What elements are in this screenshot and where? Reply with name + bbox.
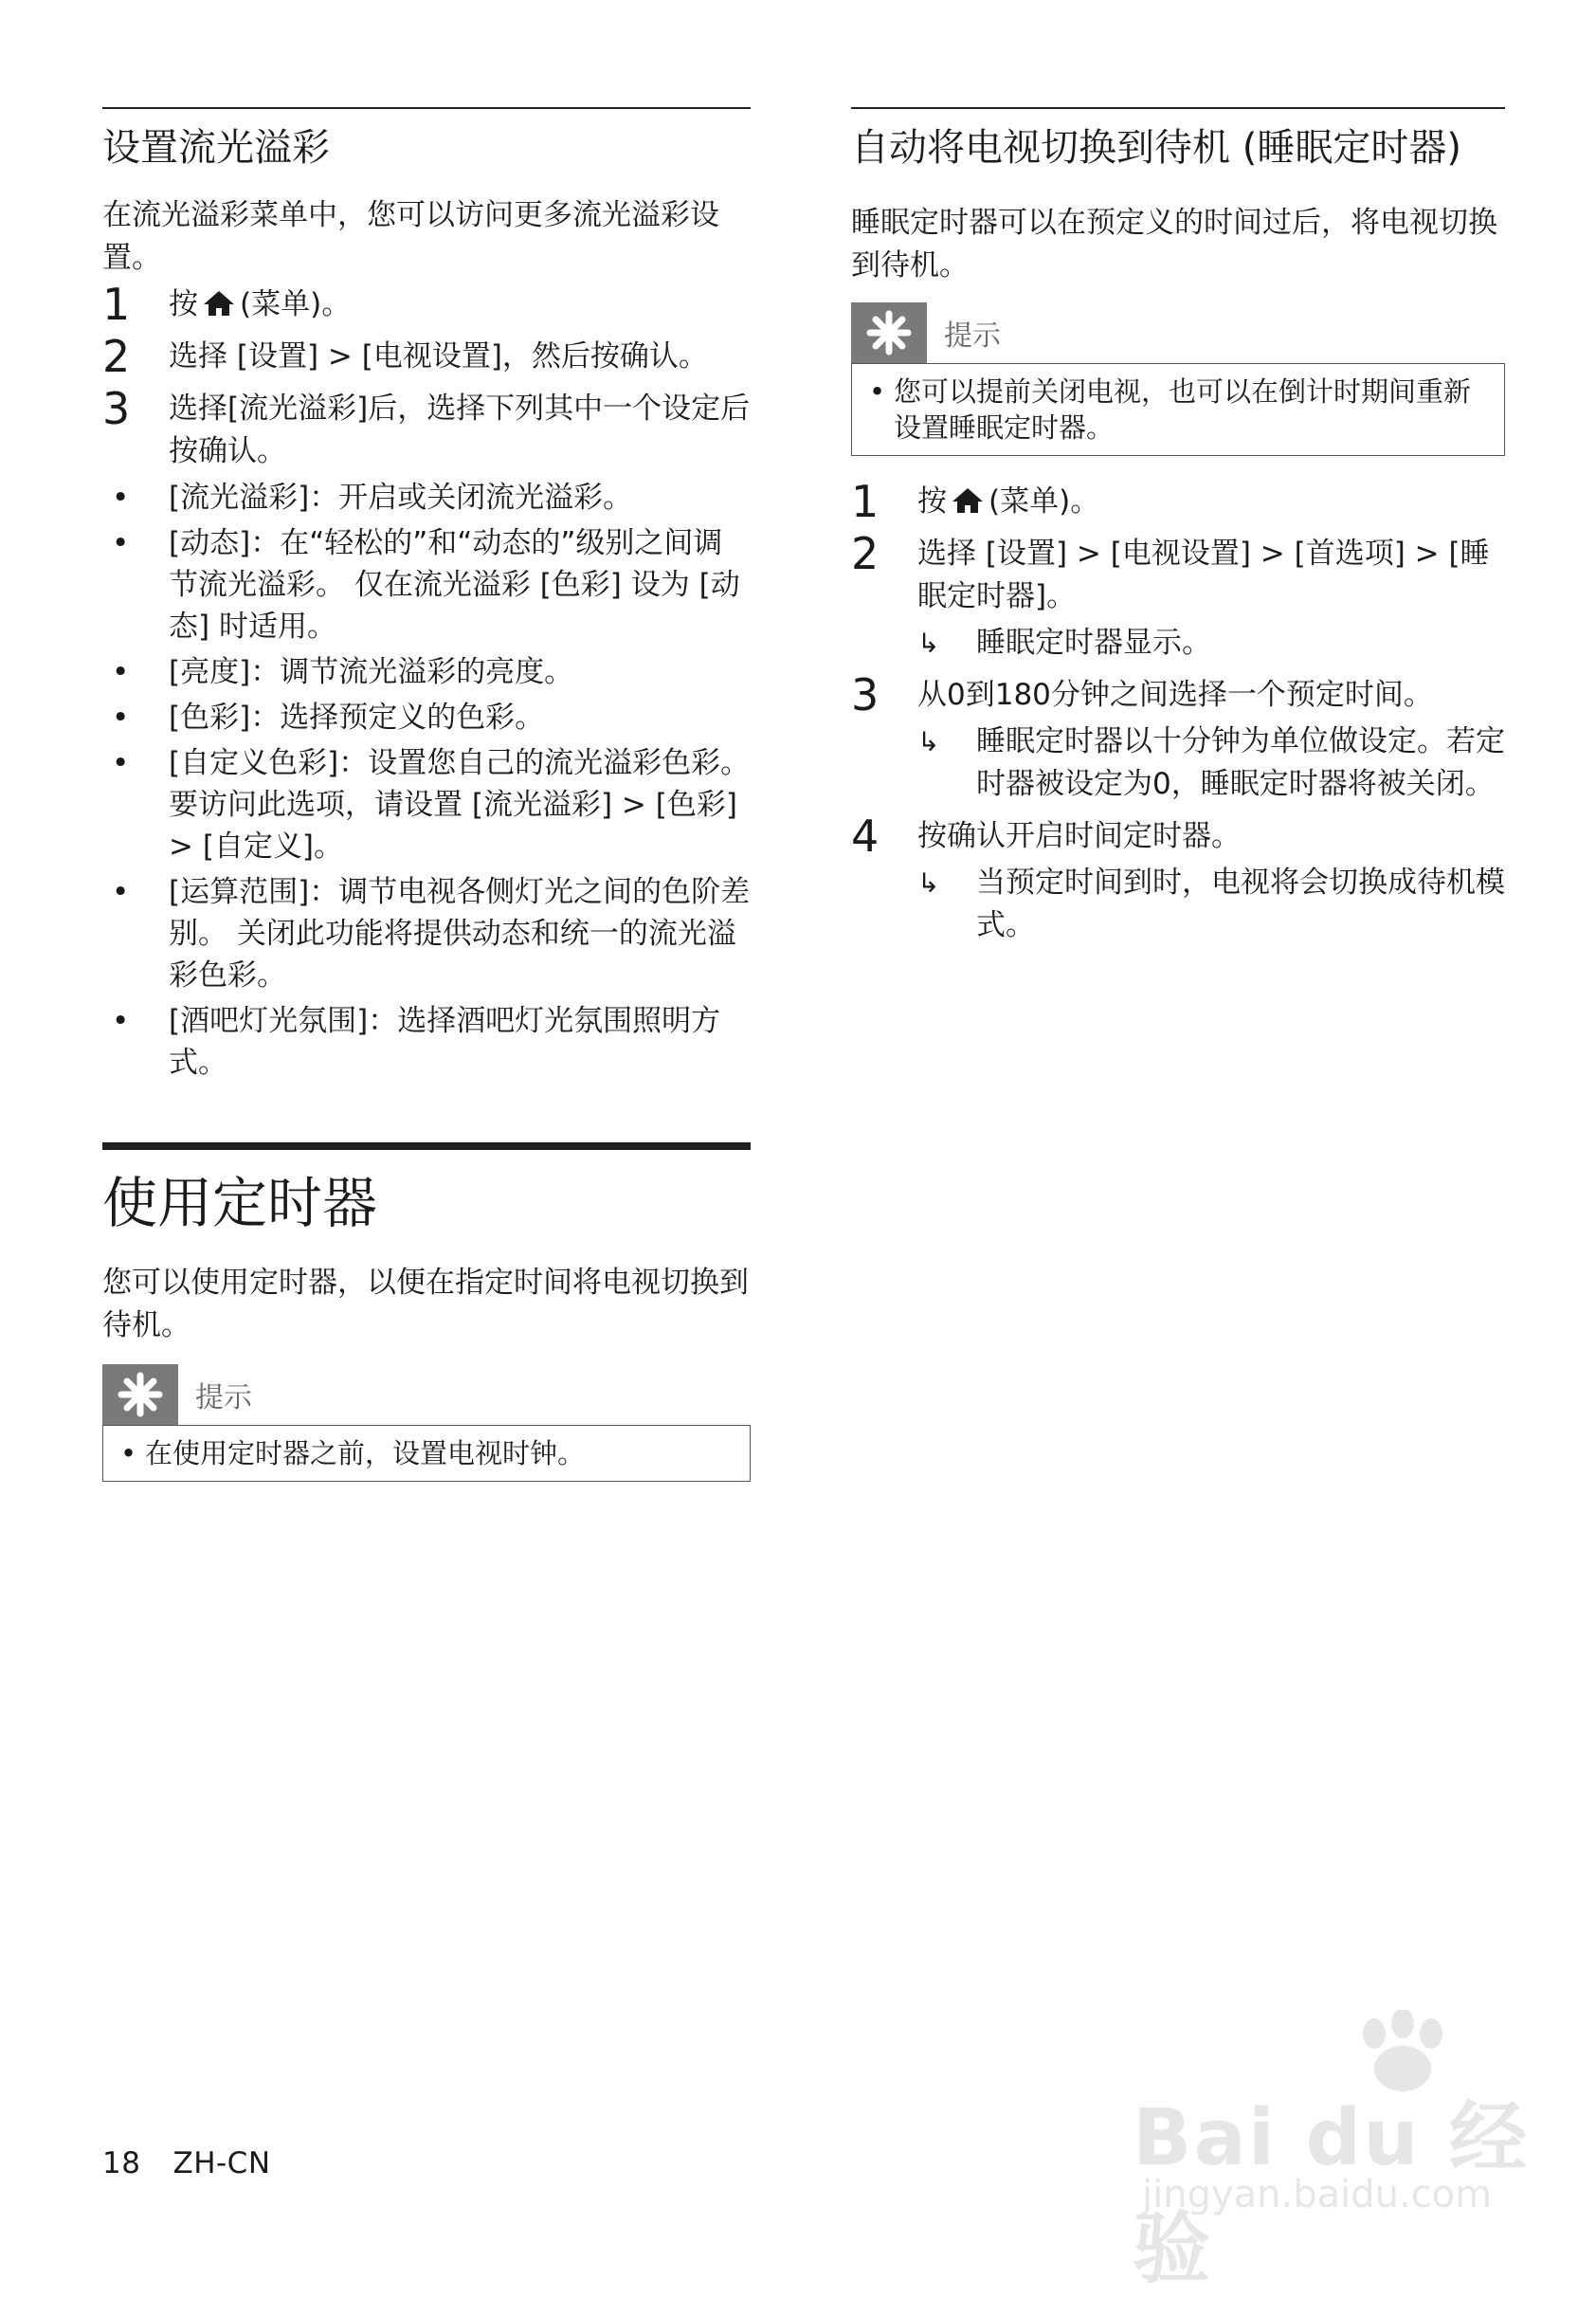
- ambilight-steps: [102, 279, 751, 1084]
- home-icon: [951, 486, 985, 515]
- step-1: [102, 279, 751, 330]
- step-4: [851, 811, 1505, 947]
- step-result: ↳ 当预定时间到时，电视将会切换成待机模式。: [917, 862, 1505, 947]
- page-number: 18: [102, 2146, 141, 2180]
- ambilight-heading: 设置流光溢彩: [102, 126, 330, 170]
- step-number: 4: [851, 811, 880, 862]
- step-text: 按确认开启时间定时器。: [917, 819, 1241, 853]
- step-text-before: 按: [169, 287, 198, 321]
- watermark-main: Bai du 经验: [1133, 2093, 1530, 2294]
- result-arrow-icon: ↳: [917, 867, 940, 899]
- step-3: [102, 383, 751, 1084]
- section-rule: [102, 107, 751, 109]
- step-result: ↳ 睡眠定时器以十分钟为单位做设定。若定时器被设定为0，睡眠定时器将被关闭。: [917, 720, 1505, 806]
- section-rule: [851, 107, 1505, 109]
- list-item: • [自定义色彩]：设置您自己的流光溢彩色彩。 要访问此选项，请设置 [流光溢彩] > [色彩] > [自定义]。: [112, 746, 751, 864]
- step-1: [851, 476, 1505, 527]
- step-text: 选择 [设置] > [电视设置] > [首选项] > [睡眠定时器]。: [917, 537, 1490, 613]
- home-icon: [202, 289, 236, 318]
- list-item: • [色彩]：选择预定义的色彩。: [112, 701, 545, 735]
- language-code: ZH-CN: [172, 2146, 271, 2180]
- left-column: [102, 107, 751, 1506]
- step-number: 1: [102, 279, 131, 330]
- tip-box: • 在使用定时器之前，设置电视时钟。: [102, 1425, 751, 1482]
- chapter-rule: [102, 1142, 751, 1150]
- list-item: • [亮度]：调节流光溢彩的亮度。: [112, 655, 574, 689]
- list-item: • [流光溢彩]：开启或关闭流光溢彩。: [112, 481, 633, 515]
- list-item: • [运算范围]：调节电视各侧灯光之间的色阶差别。 关闭此功能将提供动态和统一的流光溢彩色彩。: [112, 875, 751, 993]
- tip-box: • 您可以提前关闭电视，也可以在倒计时期间重新设置睡眠定时器。: [851, 363, 1505, 456]
- step-text: 选择 [设置] > [电视设置]，然后按确认。: [169, 339, 708, 374]
- watermark-sub: jingyan.baidu.com: [1142, 2173, 1493, 2216]
- ambilight-options: [102, 477, 751, 1084]
- timers-intro: 您可以使用定时器，以便在指定时间将电视切换到待机。: [102, 1266, 749, 1342]
- step-text: 选择[流光溢彩]后，选择下列其中一个设定后按确认。: [169, 392, 751, 468]
- sleeptimer-heading: 自动将电视切换到待机 (睡眠定时器): [851, 126, 1461, 170]
- step-number: 2: [851, 528, 880, 579]
- list-item: • [动态]：在“轻松的”和“动态的”级别之间调节流光溢彩。 仅在流光溢彩 [色彩] 设为 [动态] 时适用。: [112, 526, 740, 644]
- step-number: 3: [102, 383, 131, 434]
- tip-text: 您可以提前关闭电视，也可以在倒计时期间重新设置睡眠定时器。: [894, 375, 1472, 444]
- right-column: [851, 107, 1505, 957]
- step-result: ↳ 睡眠定时器显示。: [917, 622, 1505, 665]
- tip-text: 在使用定时器之前，设置电视时钟。: [145, 1437, 586, 1469]
- step-text-before: 按: [917, 484, 947, 519]
- baidu-watermark: [1133, 2010, 1531, 2294]
- step-2: [102, 331, 751, 382]
- asterisk-tip-icon: [102, 1364, 178, 1425]
- step-number: 2: [102, 331, 131, 382]
- step-text: 从0到180分钟之间选择一个预定时间。: [917, 678, 1433, 712]
- result-arrow-icon: ↳: [917, 726, 940, 757]
- sleeptimer-steps: [851, 476, 1505, 947]
- timers-heading: 使用定时器: [102, 1171, 378, 1235]
- tip-block: [851, 302, 1505, 456]
- step-text-after: (菜单)。: [988, 484, 1100, 519]
- ambilight-intro: 在流光溢彩菜单中，您可以访问更多流光溢彩设置。: [102, 198, 719, 275]
- step-number: 3: [851, 669, 880, 720]
- tip-block: [102, 1364, 751, 1482]
- step-3: [851, 669, 1505, 806]
- step-text-after: (菜单)。: [240, 287, 352, 321]
- list-item: • [酒吧灯光氛围]：选择酒吧灯光氛围照明方式。: [112, 1004, 721, 1080]
- asterisk-tip-icon: [851, 302, 927, 363]
- sleeptimer-intro: 睡眠定时器可以在预定义的时间过后，将电视切换到待机。: [851, 206, 1497, 283]
- page-footer: [102, 2146, 303, 2180]
- step-number: 1: [851, 476, 880, 527]
- result-arrow-icon: ↳: [917, 628, 940, 659]
- tip-label: 提示: [195, 1381, 252, 1414]
- step-2: [851, 528, 1505, 665]
- tip-label: 提示: [944, 319, 1001, 353]
